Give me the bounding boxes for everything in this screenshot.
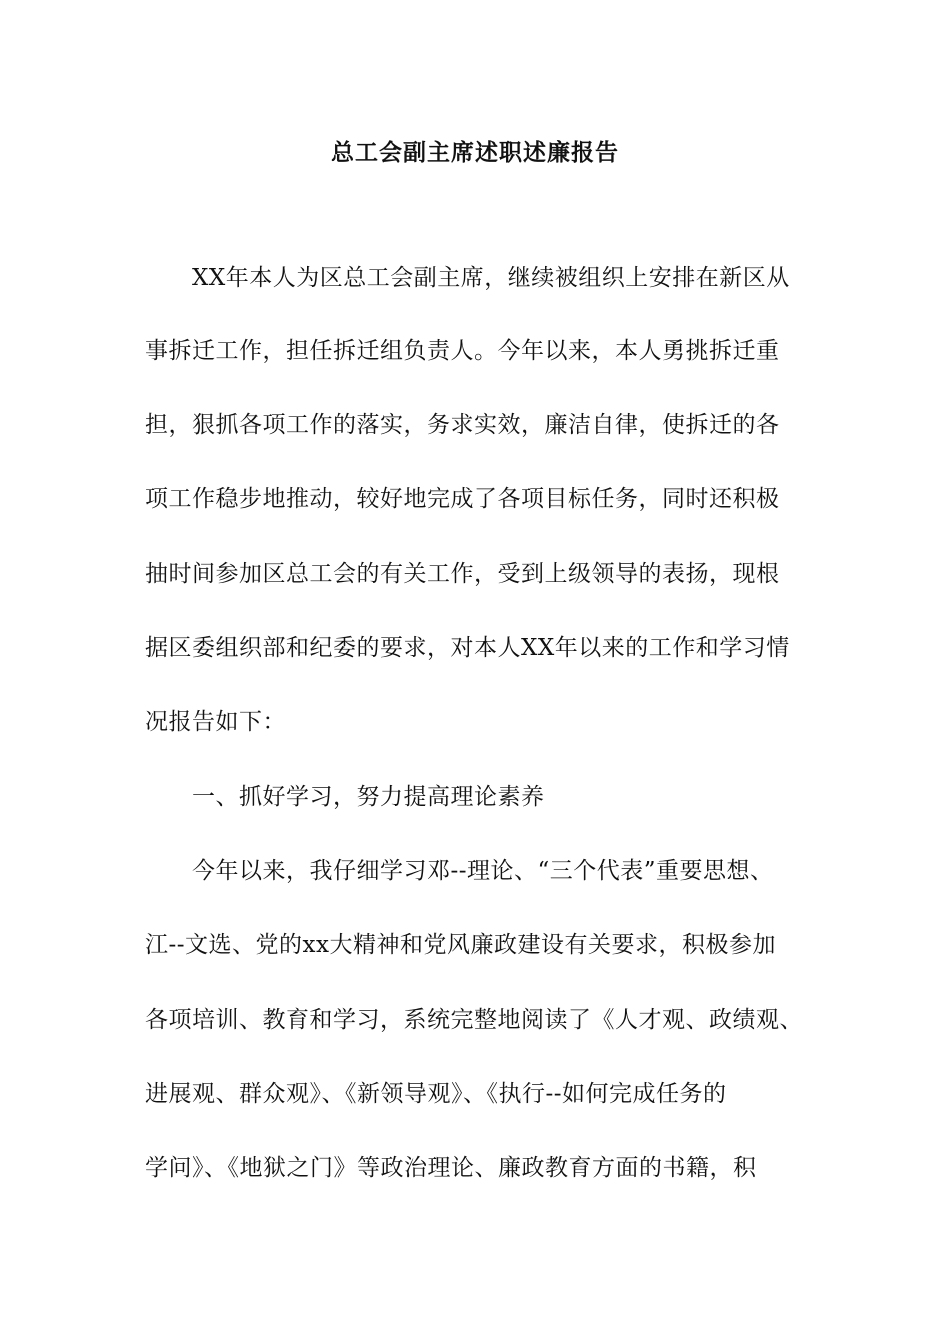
- paragraph-1-line-5: 抽时间参加区总工会的有关工作，受到上级领导的表扬，现根: [145, 561, 780, 587]
- paragraph-1-line-2: 事拆迁工作，担任拆迁组负责人。今年以来，本人勇挑拆迁重: [145, 338, 780, 364]
- paragraph-1-line-7: 况报告如下：: [145, 709, 286, 735]
- paragraph-1-line-1: XX年本人为区总工会副主席，继续被组织上安排在新区从: [192, 265, 790, 291]
- section-heading-1: 一、抓好学习，努力提高理论素养: [192, 784, 545, 810]
- document-title: 总工会副主席述职述廉报告: [331, 139, 619, 166]
- paragraph-2-line-5: 学问》、《地狱之门》等政治理论、廉政教育方面的书籍，积: [145, 1155, 757, 1181]
- paragraph-1-line-3: 担，狠抓各项工作的落实，务求实效，廉洁自律，使拆迁的各: [145, 412, 780, 438]
- paragraph-2-line-4: 进展观、群众观》、《新领导观》、《执行--如何完成任务的: [145, 1081, 727, 1107]
- paragraph-1-line-6: 据区委组织部和纪委的要求，对本人XX年以来的工作和学习情: [145, 635, 790, 661]
- paragraph-2-line-1: 今年以来，我仔细学习邓--理论、“三个代表”重要思想、: [192, 858, 774, 884]
- paragraph-2-line-3: 各项培训、教育和学习，系统完整地阅读了《人才观、政绩观、: [145, 1007, 803, 1033]
- paragraph-2-line-2: 江--文选、党的xx大精神和党风廉政建设有关要求，积极参加: [145, 932, 776, 958]
- paragraph-1-line-4: 项工作稳步地推动，较好地完成了各项目标任务，同时还积极: [145, 486, 780, 512]
